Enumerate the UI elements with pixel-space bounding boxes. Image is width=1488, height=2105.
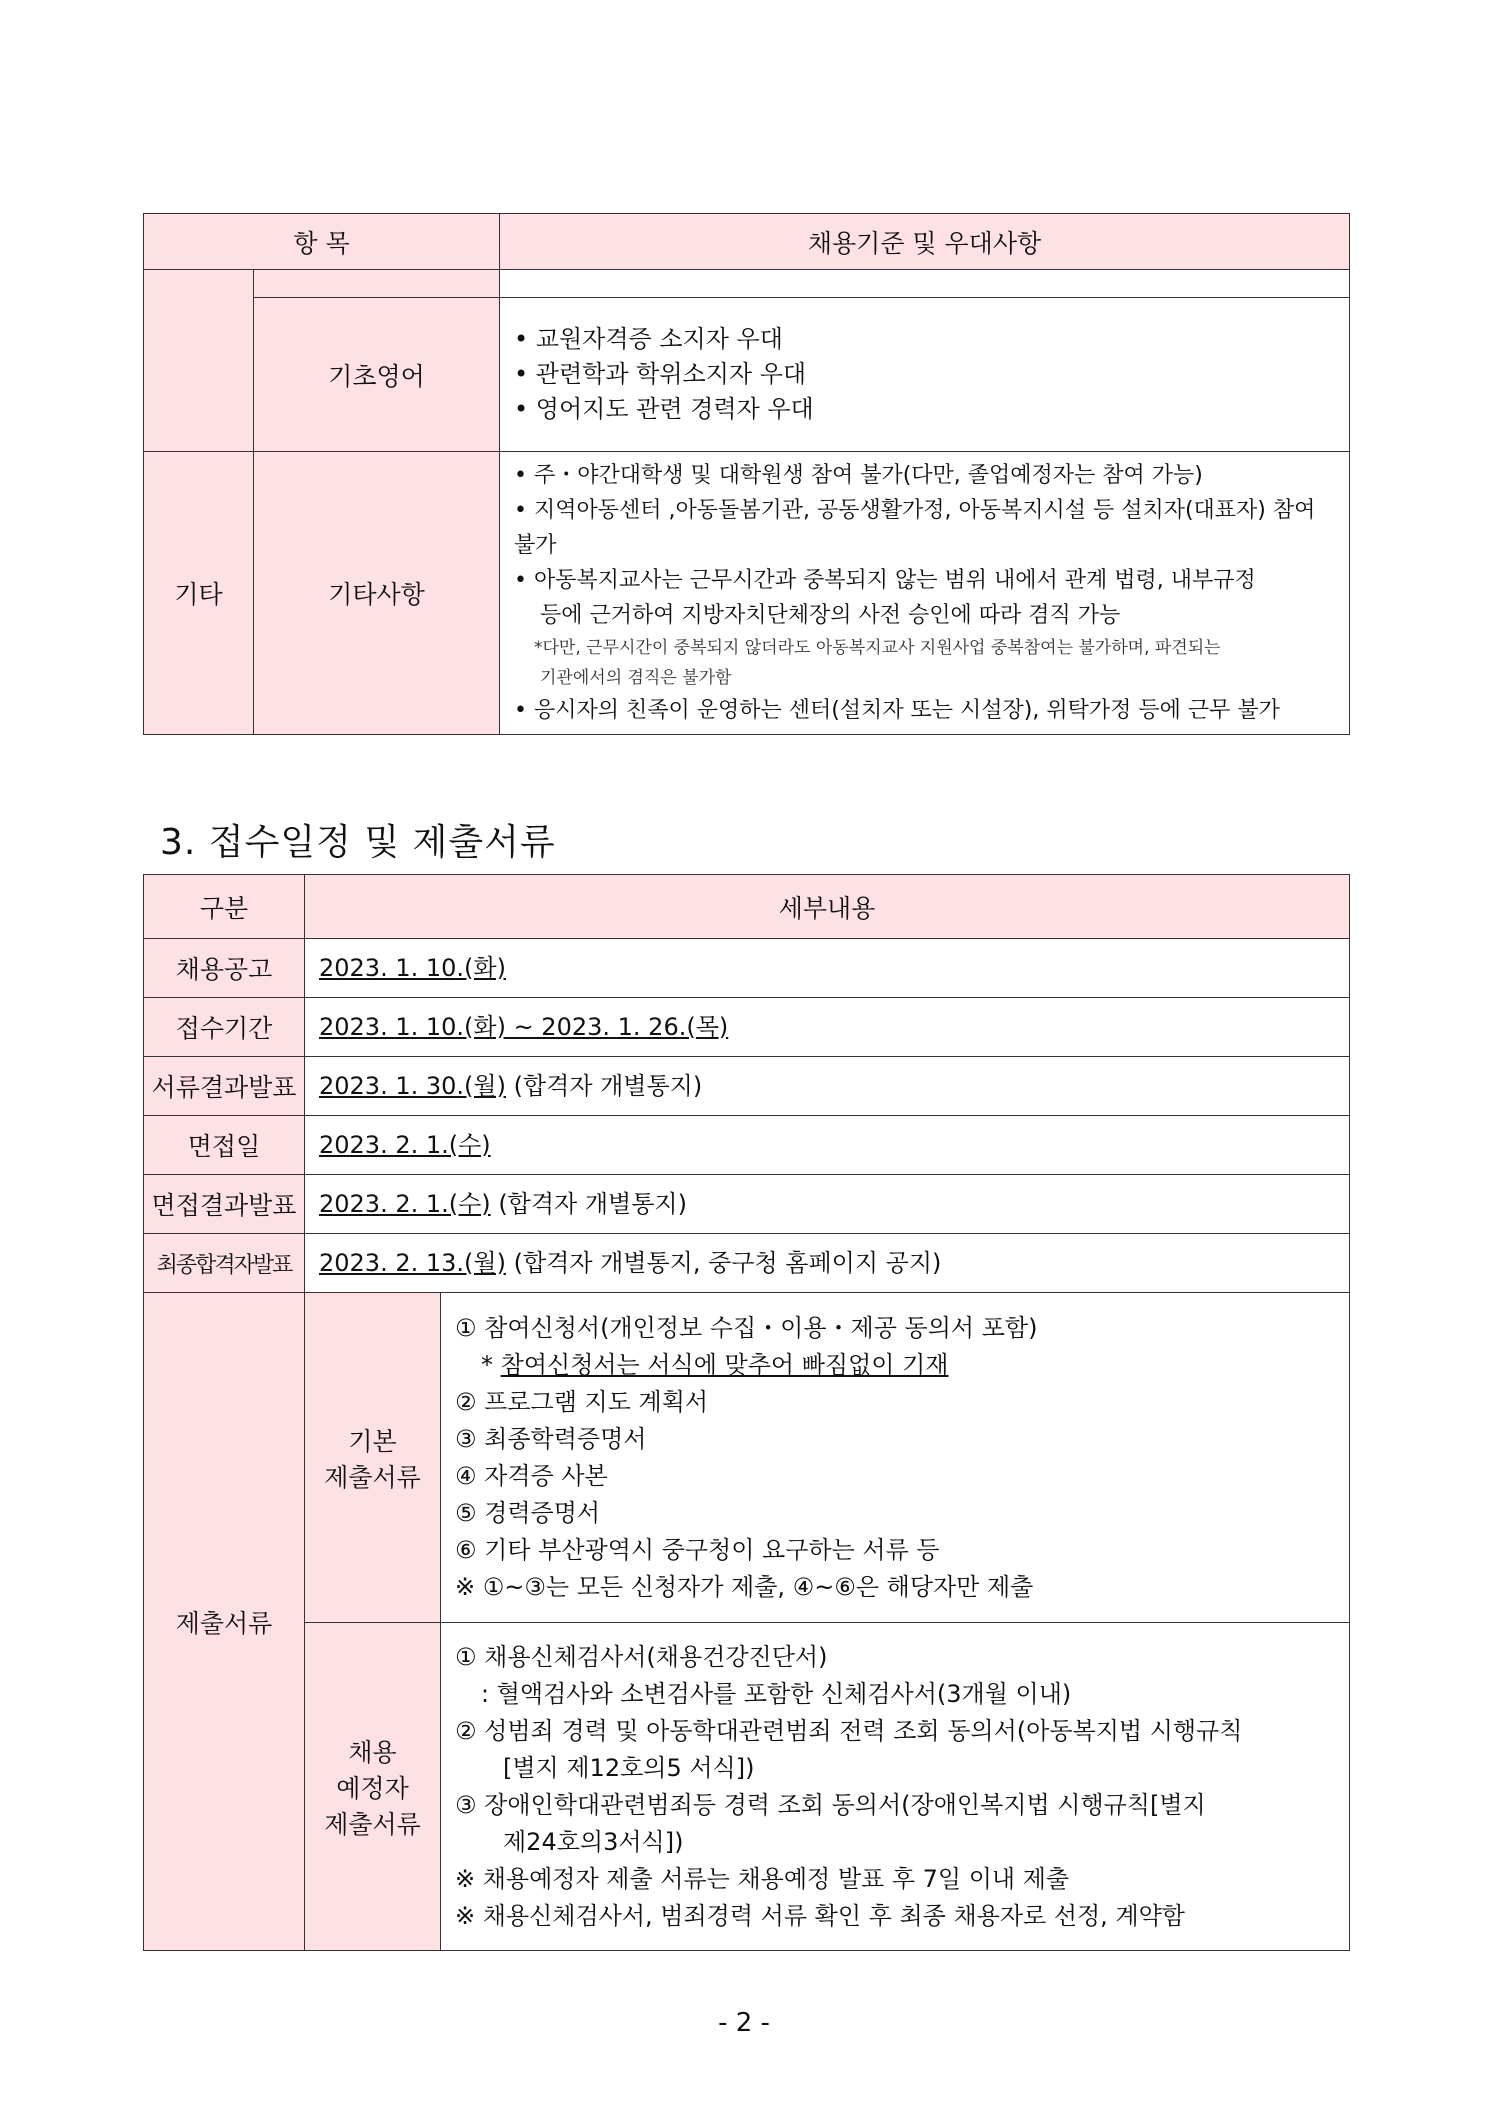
schedule-label: 최종합격자발표: [144, 1234, 305, 1293]
basic-docs-content: [441, 1293, 1350, 1623]
schedule-table: [143, 874, 1350, 1951]
schedule-label: 접수기간: [144, 998, 305, 1057]
sub-other-items: 기타사항: [254, 452, 500, 735]
doc-line: ⑥ 기타 부산광역시 중구청이 요구하는 서류 등: [455, 1535, 940, 1564]
doc-line: [별지 제12호의5 서식]): [503, 1753, 755, 1782]
schedule-date: 2023. 1. 10.(화) ~ 2023. 1. 26.(목): [319, 1012, 729, 1041]
page-number: - 2 -: [718, 2008, 770, 2038]
docs-category: 제출서류: [144, 1293, 305, 1951]
schedule-date: 2023. 2. 13.(월): [319, 1248, 506, 1277]
schedule-label: 면접일: [144, 1116, 305, 1175]
bullet-continuation: 등에 근거하여 지방자치단체장의 사전 승인에 따라 겸직 가능: [540, 603, 1121, 628]
basic-docs-label: [305, 1293, 441, 1623]
label-line: 채용: [348, 1737, 397, 1767]
bullet-item: • 영어지도 관련 경력자 우대: [514, 395, 814, 423]
doc-line: ③ 장애인학대관련범죄등 경력 조회 동의서(장애인복지법 시행규칙[별지: [455, 1790, 1206, 1819]
schedule-date: 2023. 2. 1.(수): [319, 1189, 491, 1218]
label-line: 제출서류: [324, 1809, 421, 1839]
schedule-date: 2023. 1. 10.(화): [319, 953, 506, 982]
label-line: 예정자: [336, 1773, 409, 1803]
doc-line: ※ 채용예정자 제출 서류는 채용예정 발표 후 7일 이내 제출: [455, 1864, 1070, 1893]
doc-line: ④ 자격증 사본: [455, 1461, 608, 1490]
doc-line: ① 채용신체검사서(채용건강진단서): [455, 1642, 828, 1671]
bullet-item: • 아동복지교사는 근무시간과 중복되지 않는 범위 내에서 관계 법령, 내부규정: [514, 568, 1256, 593]
category-cell-empty: [144, 270, 254, 452]
label-line: 기본: [348, 1426, 397, 1456]
doc-line: 제24호의3서식]): [503, 1827, 684, 1856]
header-criteria: 채용기준 및 우대사항: [500, 214, 1350, 270]
bullet-item: • 관련학과 학위소지자 우대: [514, 360, 807, 388]
doc-line: ※ 채용신체검사서, 범죄경력 서류 확인 후 최종 채용자로 선정, 계약함: [455, 1901, 1185, 1930]
doc-line: ① 참여신청서(개인정보 수집・이용・제공 동의서 포함): [455, 1313, 1038, 1342]
footnote-line: *다만, 근무시간이 중복되지 않더라도 아동복지교사 지원사업 중복참여는 불가하며, 파견되는: [534, 638, 1221, 658]
doc-note-text: 참여신청서는 서식에 맞추어 빠짐없이 기재: [500, 1350, 949, 1379]
sub-basic-english: 기초영어: [254, 298, 500, 452]
basic-english-content: [500, 298, 1350, 452]
other-items-content: [500, 452, 1350, 735]
doc-line: ③ 최종학력증명서: [455, 1424, 647, 1453]
schedule-label: 면접결과발표: [144, 1175, 305, 1234]
header-category: 구분: [144, 875, 305, 939]
doc-note-line: [455, 1347, 1335, 1384]
hire-docs-content: [441, 1623, 1350, 1951]
doc-line: ② 프로그램 지도 계획서: [455, 1387, 709, 1416]
schedule-value: [305, 1175, 1350, 1234]
schedule-extra: (합격자 개별통지): [490, 1189, 687, 1218]
hire-docs-label: [305, 1623, 441, 1951]
schedule-value: [305, 1057, 1350, 1116]
bullet-item: • 응시자의 친족이 운영하는 센터(설치자 또는 시설장), 위탁가정 등에 근무 불가: [514, 698, 1280, 723]
bullet-item: • 주・야간대학생 및 대학원생 참여 불가(다만, 졸업예정자는 참여 가능): [514, 463, 1203, 488]
schedule-date: 2023. 2. 1.(수): [319, 1130, 491, 1159]
doc-line: ② 성범죄 경력 및 아동학대관련범죄 전력 조회 동의서(아동복지법 시행규칙: [455, 1716, 1243, 1745]
schedule-extra: (합격자 개별통지): [505, 1071, 703, 1100]
sub-cell-empty: [254, 270, 500, 298]
label-line: 제출서류: [324, 1462, 421, 1492]
schedule-label: 채용공고: [144, 939, 305, 998]
doc-line: ※ ①~③는 모든 신청자가 제출, ④~⑥은 해당자만 제출: [455, 1572, 1034, 1601]
header-details: 세부내용: [305, 875, 1350, 939]
schedule-date: 2023. 1. 30.(월): [319, 1071, 506, 1100]
bullet-item: • 교원자격증 소지자 우대: [514, 325, 783, 353]
schedule-value: [305, 1116, 1350, 1175]
schedule-value: [305, 998, 1350, 1057]
doc-note-mark: *: [481, 1350, 501, 1379]
category-other: 기타: [144, 452, 254, 735]
bullet-item: • 지역아동센터 ,아동돌봄기관, 공동생활가정, 아동복지시설 등 설치자(대표자) 참여 불가: [514, 498, 1316, 558]
schedule-value: [305, 1234, 1350, 1293]
doc-line: ⑤ 경력증명서: [455, 1498, 601, 1527]
schedule-label: 서류결과발표: [144, 1057, 305, 1116]
header-item: 항 목: [144, 214, 500, 270]
schedule-extra: (합격자 개별통지, 중구청 홈페이지 공지): [505, 1248, 942, 1277]
content-cell-empty: [500, 270, 1350, 298]
criteria-table: [143, 213, 1350, 735]
schedule-value: [305, 939, 1350, 998]
section-title: 3. 접수일정 및 제출서류: [160, 822, 556, 863]
doc-line: : 혈액검사와 소변검사를 포함한 신체검사서(3개월 이내): [481, 1679, 1072, 1708]
footnote-line: 기관에서의 겸직은 불가함: [540, 668, 732, 688]
